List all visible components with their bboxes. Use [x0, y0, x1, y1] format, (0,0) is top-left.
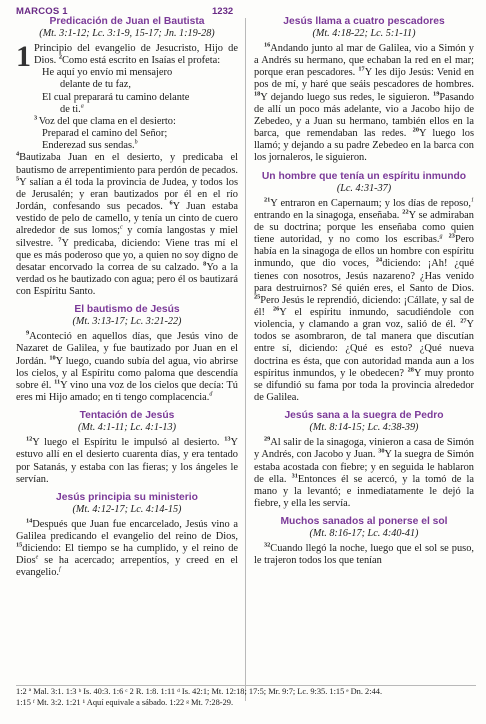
verse-paragraph: $^{12}$Y luego el Espíritu le impulsó al desierto. $^{13}$Y estuvo allí en el desierto cuarenta días, y era tentado por Satanás, y estaba con las fieras; y los ángeles le servían. [16, 435, 238, 485]
section-reference: (Lc. 4:31-37) [336, 182, 392, 194]
quotation [16, 67, 238, 152]
verse-2: Como está escrito en Isaías el profeta: [62, 55, 221, 67]
quote-line: He aquí yo envío mi mensajero [42, 67, 173, 79]
left-column [16, 16, 238, 580]
section-reference: (Mt. 3:13-17; Lc. 3:21-22) [72, 316, 182, 328]
verse-paragraph: $^{32}$Cuando llegó la noche, luego que el sol se puso, le trajeron todos los que tenían [254, 541, 474, 567]
quote-line: $^3$ Voz del que clama en el desierto: [34, 114, 176, 127]
section-reference: (Mt. 8:16-17; Lc. 4:40-41) [309, 528, 419, 540]
section-reference: (Mt. 8:14-15; Lc. 4:38-39) [309, 422, 419, 434]
quote-line: El cual preparará tu camino delante [42, 91, 190, 103]
section-title: Predicación de Juan el Bautista [49, 16, 205, 27]
section-reference: (Mt. 4:1-11; Lc. 4:1-13) [78, 422, 176, 434]
verse-paragraph: $^{16}$Andando junto al mar de Galilea, vio a Simón y a Andrés su hermano, que echaban la red en el mar; porque eran pescadores. $^{17}$Y les dijo Jesús: Venid en pos de mí, y haré que seáis pescadores de hombres. $^{18}$Y dejando luego sus redes, le siguieron. $^{19}$Pasando de allí un poco más adelante, vio a Jacobo hijo de Zebedeo, y a Juan su hermano, también ellos en la barca, que remendaban las redes. $^{20}$Y luego los llamó; y dejando a su padre Zebedeo en la barca con los jornaleros, le siguieron. [254, 41, 475, 164]
section-title: Muchos sanados al ponerse el sol [280, 516, 448, 528]
book-chapter-header: MARCOS 1 [16, 6, 68, 17]
verse-paragraph: $^9$Aconteció en aquellos días, que Jesús vino de Nazaret de Galilea, y fue bautizado por Juan en el Jordán. $^{10}$Y luego, cuando subía del agua, vio abrirse los cielos, y al Espíritu como paloma que descendía sobre él. $^{11}$Y vino una voz de los cielos que decía: Tú eres mi Hijo amado; en ti tengo complacencia.$^d$ [16, 329, 239, 404]
quote-line: delante de tu faz, [60, 79, 131, 91]
footnote-line: 1:15 ᶠ Mt. 3:2. 1:21 ¹ Aquí equivale a sábado. 1:22 ᵍ Mt. 7:28-29. [16, 697, 234, 707]
section-title: Jesús sana a la suegra de Pedro [284, 410, 444, 422]
verse-paragraph: $^{29}$Al salir de la sinagoga, vinieron a casa de Simón y Andrés, con Jacobo y Juan. $^{30}$Y la suegra de Simón estaba acostada con fiebre; y en seguida le hablaron de ella. $^{31}$Entonces él se acercó, y la tomó de la mano y la levantó; e inmediatamente le dejó la fiebre, y ella les servía. [254, 435, 474, 509]
section-title: Jesús llama a cuatro pescadores [283, 16, 445, 27]
verse-1: Principio del evangelio de Jesucristo, Hijo de Dios. [34, 43, 238, 67]
verse-paragraph: $^{14}$Después que Juan fue encarcelado, Jesús vino a Galilea predicando el evangelio del reino de Dios, $^{15}$diciendo: El tiempo se ha cumplido, y el reino de Dios$^e$ se ha acercado; arrepentíos, y creed en el evangelio.$^f$ [16, 517, 238, 579]
page-number: 1232 [212, 6, 234, 17]
section-title: Tentación de Jesús [79, 410, 175, 422]
quote-line: de ti.$^a$ [60, 103, 84, 115]
section-title: El bautismo de Jesús [74, 304, 180, 316]
section-title: Un hombre que tenía un espíritu inmundo [261, 170, 467, 182]
footnote-line: 1:2 ª Mal. 3:1. 1:3 ᵇ Is. 40:3. 1:6 ᶜ 2 R. 1:8. 1:11 ᵈ Is. 42:1; Mt. 12:18; 17:5; Mr. 9:7; Lc. 9:35. 1:15 ᵉ Dn. 2:44. [16, 687, 383, 696]
column-divider [245, 18, 246, 701]
verse-paragraph: 1 Principio del evangelio de Jesucristo, Hijo de Dios. $^2$Como está escrito en Isaías el profeta: [16, 40, 238, 73]
chapter-number: 1 [16, 40, 31, 73]
section-reference: (Mt. 4:18-22; Lc. 5:1-11) [312, 28, 416, 39]
section-reference: (Mt. 4:12-17; Lc. 4:14-15) [72, 503, 182, 515]
footnotes [16, 685, 476, 708]
right-column [254, 16, 474, 567]
verse-paragraph: $^{21}$Y entraron en Capernaum; y los días de reposo,$^1$ entrando en la sinagoga, enseñaba. $^{22}$Y se admiraban de su doctrina; porque les enseñaba como quien tiene autoridad, y no como los escribas.$^g$ $^{23}$Pero había en la sinagoga de ellos un hombre con espíritu inmundo, que dio voces, $^{24}$diciendo: ¡Ah! ¿qué tienes con nosotros, Jesús nazareno? ¿Has venido para destruirnos? Sé quién eres, el Santo de Dios. $^{25}$Pero Jesús le reprendió, diciendo: ¡Cállate, y sal de él! $^{26}$Y el espíritu inmundo, sacudiéndole con violencia, y clamando a gran voz, salió de él. $^{27}$Y todos se asombraron, de tal manera que discutían entre sí, diciendo: ¿Qué es esto? ¿Qué nueva doctrina es ésta, que con autoridad manda aun a los espíritus inmundos, y le obedecen? $^{28}$Y muy pronto se difundió su fama por toda la provincia alrededor de Galilea. [254, 196, 474, 404]
quote-line: Enderezad sus sendas.$^b$ [42, 139, 138, 152]
quote-line: Preparad el camino del Señor; [42, 128, 168, 140]
section-reference: (Mt. 3:1-12; Lc. 3:1-9, 15-17; Jn. 1:19-28) [39, 28, 215, 39]
verse-paragraph: $^4$Bautizaba Juan en el desierto, y predicaba el bautismo de arrepentimiento para perdón de pecados. $^5$Y salían a él toda la provincia de Judea, y todos los de Jerusalén; y eran bautizados por él en el río Jordán, confesando sus pecados. $^6$Y Juan estaba vestido de pelo de camello, y tenía un cinto de cuero alrededor de sus lomos;$^c$ y comía langostas y miel silvestre. $^7$Y predicaba, diciendo: Viene tras mí el que es más poderoso que yo, a quien no soy digno de desatar encorvado la correa de su calzado. $^8$Yo a la verdad os he bautizado con agua; pero él os bautizará con Espíritu Santo. [16, 150, 238, 298]
section-title: Jesús principia su ministerio [56, 491, 198, 503]
